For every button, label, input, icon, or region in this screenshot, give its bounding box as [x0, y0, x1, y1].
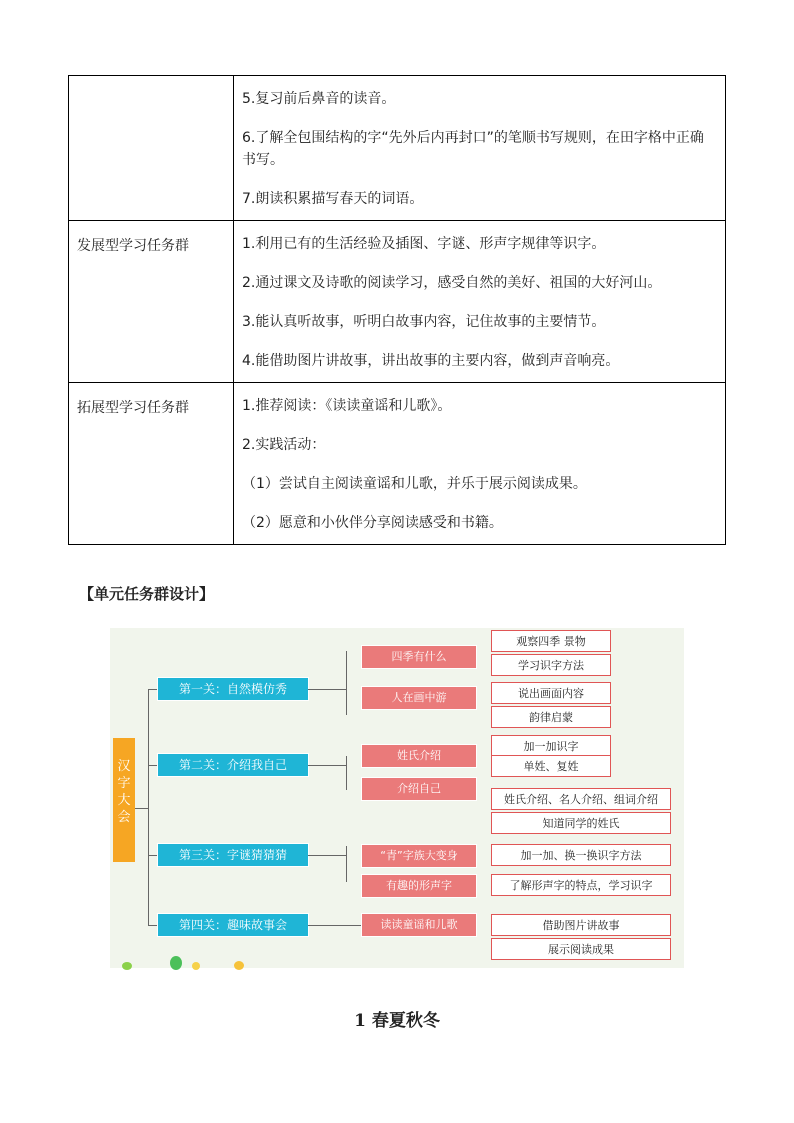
decorative-dot	[170, 956, 182, 970]
connector-line	[148, 925, 158, 926]
activity-box: 加一加、换一换识字方法	[491, 844, 671, 866]
level-4-box: 第四关：趣味故事会	[158, 914, 308, 936]
goals-cell	[234, 76, 726, 221]
decorative-dot	[234, 961, 244, 970]
goal-item: 4.能借助图片讲故事，讲出故事的主要内容，做到声音响亮。	[242, 353, 620, 369]
goal-item: 2.实践活动：	[242, 437, 326, 453]
decorative-dot	[192, 962, 200, 970]
activity-box: 加一加识字	[491, 735, 611, 757]
level-3-box: 第三关：字谜猜猜猜	[158, 844, 308, 866]
connector-line	[148, 855, 158, 856]
mindmap-root: 汉字大会	[113, 738, 135, 862]
activity-box: 单姓、复姓	[491, 755, 611, 777]
task-group-mindmap	[110, 628, 684, 968]
table-row	[69, 383, 726, 545]
task-box: 介绍自己	[362, 778, 476, 800]
decorative-dot	[122, 962, 132, 970]
connector-line	[308, 765, 346, 766]
task-box: 四季有什么	[362, 646, 476, 668]
table-row	[69, 76, 726, 221]
activity-box: 借助图片讲故事	[491, 914, 671, 936]
goal-item: 1.利用已有的生活经验及插图、字谜、形声字规律等识字。	[242, 236, 606, 252]
connector-line	[148, 689, 158, 690]
goal-item: 1.推荐阅读：《读读童谣和儿歌》。	[242, 398, 452, 414]
connector-line	[148, 689, 149, 925]
goal-item: 3.能认真听故事，听明白故事内容，记住故事的主要情节。	[242, 314, 606, 330]
goal-item: 6.了解全包围结构的字“先外后内再封口”的笔顺书写规则，在田字格中正确书写。	[242, 130, 704, 168]
goal-item: 5.复习前后鼻音的读音。	[242, 91, 396, 107]
goal-item: （2）愿意和小伙伴分享阅读感受和书籍。	[242, 515, 503, 531]
category-cell: 拓展型学习任务群	[69, 383, 234, 545]
activity-box: 说出画面内容	[491, 682, 611, 704]
connector-line	[346, 756, 347, 790]
level-1-box: 第一关：自然模仿秀	[158, 678, 308, 700]
activity-box: 观察四季 景物	[491, 630, 611, 652]
connector-line	[346, 846, 347, 882]
goal-item: （1）尝试自主阅读童谣和儿歌，并乐于展示阅读成果。	[242, 476, 587, 492]
task-box: 姓氏介绍	[362, 745, 476, 767]
activity-box: 韵律启蒙	[491, 706, 611, 728]
goal-item: 7.朗读积累描写春天的词语。	[242, 191, 424, 207]
connector-line	[308, 925, 362, 926]
learning-goals-table	[68, 75, 726, 545]
task-box: 有趣的形声字	[362, 875, 476, 897]
activity-box: 知道同学的姓氏	[491, 812, 671, 834]
connector-line	[308, 855, 346, 856]
connector-line	[148, 765, 158, 766]
category-cell: 发展型学习任务群	[69, 221, 234, 383]
section-title: 【单元任务群设计】	[79, 585, 215, 603]
category-cell	[69, 76, 234, 221]
level-2-box: 第二关：介绍我自己	[158, 754, 308, 776]
goals-cell	[234, 221, 726, 383]
task-box: 读读童谣和儿歌	[362, 914, 476, 936]
activity-box: 姓氏介绍、名人介绍、组词介绍	[491, 788, 671, 810]
connector-line	[135, 808, 148, 809]
activity-box: 展示阅读成果	[491, 938, 671, 960]
connector-line	[346, 651, 347, 715]
task-box: 人在画中游	[362, 687, 476, 709]
activity-box: 了解形声字的特点，学习识字	[491, 874, 671, 896]
lesson-title: 1 春夏秋冬	[354, 1011, 440, 1031]
table-row	[69, 221, 726, 383]
goal-item: 2.通过课文及诗歌的阅读学习，感受自然的美好、祖国的大好河山。	[242, 275, 662, 291]
activity-box: 学习识字方法	[491, 654, 611, 676]
goals-cell	[234, 383, 726, 545]
task-box: “青”字族大变身	[362, 845, 476, 867]
connector-line	[308, 689, 346, 690]
